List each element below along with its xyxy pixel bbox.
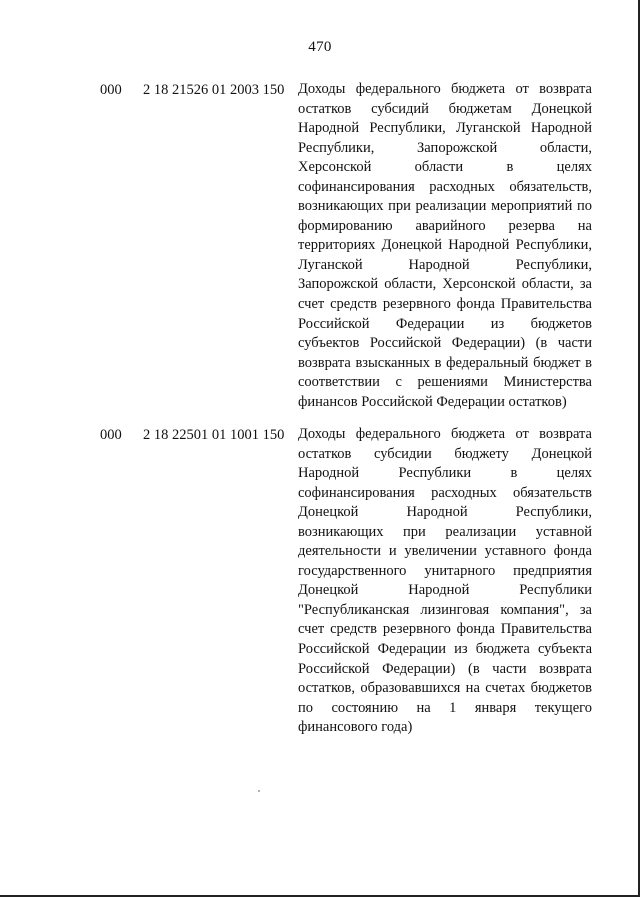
- description-line: государственного унитарного предприятия: [298, 562, 592, 579]
- admin-code: 000: [100, 427, 122, 443]
- description-line: софинансирования расходных обязательств: [298, 484, 592, 501]
- description-line: Республики, Запорожской области,: [298, 139, 592, 156]
- description-line: по состоянию на 1 января текущего: [298, 699, 592, 716]
- description-line: "Республиканская лизинговая компания", за: [298, 601, 592, 618]
- description-line: деятельности и увеличении уставного фонда: [298, 543, 592, 560]
- description-line: Луганской Народной Республики,: [298, 256, 592, 273]
- description-line: финансового года): [298, 719, 413, 736]
- description-line: финансов Российской Федерации остатков): [298, 393, 567, 410]
- description-line: возникающих при реализации мероприятий по: [298, 198, 592, 215]
- description-line: Херсонской области в целях: [298, 159, 592, 176]
- scan-speck: [258, 790, 260, 792]
- description-line: остатков субсидий бюджетам Донецкой: [298, 100, 592, 117]
- description-line: счет средств резервного фонда Правительства: [298, 621, 592, 638]
- classification-code: 2 18 21526 01 2003 150: [143, 82, 285, 98]
- description-line: Народной Республики в целях: [298, 465, 592, 482]
- description-line: остатков, образовавшихся на счетах бюджетов: [298, 680, 592, 697]
- page-number: 470: [308, 39, 332, 55]
- description-line: Российской Федерации) (в части возврата: [298, 660, 592, 677]
- description-line: формированию аварийного резерва на: [298, 217, 592, 234]
- entry-description: [298, 425, 592, 738]
- description-line: остатков субсидии бюджету Донецкой: [298, 445, 592, 462]
- entry-description: [298, 80, 592, 412]
- description-line: софинансирования расходных обязательств,: [298, 178, 592, 195]
- description-line: Доходы федерального бюджета от возврата: [298, 426, 592, 442]
- description-line: Российской Федерации из бюджетов: [298, 315, 592, 332]
- admin-code: 000: [100, 82, 122, 98]
- description-line: Народной Республики, Луганской Народной: [298, 120, 592, 137]
- classification-code: 2 18 22501 01 1001 150: [143, 427, 285, 443]
- description-line: Донецкой Народной Республики: [298, 582, 592, 599]
- description-line: Доходы федерального бюджета от возврата: [298, 81, 592, 97]
- description-line: счет средств резервного фонда Правительства: [298, 296, 592, 313]
- description-line: субъектов Российской Федерации) (в части: [298, 335, 592, 352]
- description-line: возврата взысканных в федеральный бюджет в: [298, 354, 592, 371]
- description-line: территориях Донецкой Народной Республики,: [298, 237, 592, 254]
- description-line: возникающих при реализации уставной: [298, 523, 592, 540]
- description-line: Донецкой Народной Республики,: [298, 504, 592, 521]
- description-line: Запорожской области, Херсонской области, за: [298, 276, 592, 293]
- description-line: Российской Федерации из бюджета субъекта: [298, 641, 592, 658]
- description-line: соответствии с решениями Министерства: [298, 374, 592, 391]
